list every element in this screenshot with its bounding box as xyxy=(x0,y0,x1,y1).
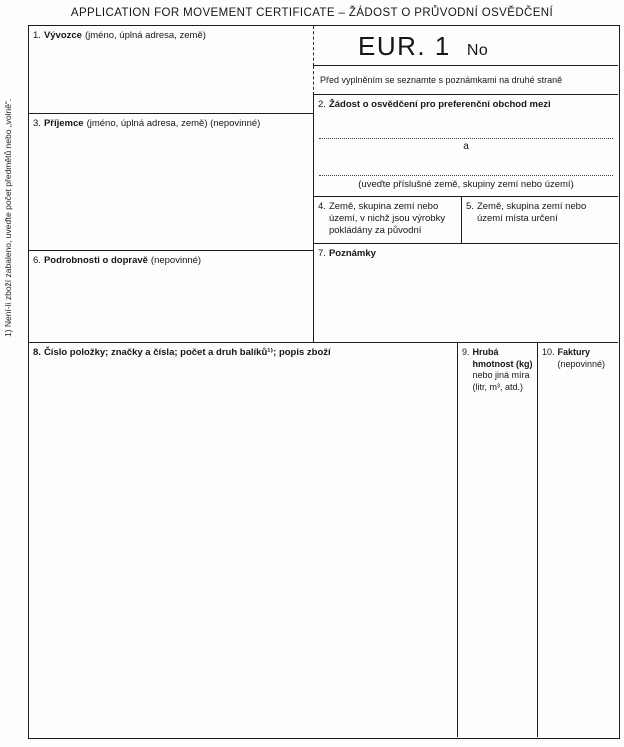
box-10-number: 10. xyxy=(542,347,555,357)
box-3-detail: (jméno, úplná adresa, země) (nepovinné) xyxy=(86,118,261,129)
box-8-keyword: Číslo položky; značky a čísla; počet a druh balíků¹⁾; popis zboží xyxy=(43,347,331,358)
box-8-number: 8. xyxy=(33,347,41,358)
box-1-label xyxy=(29,26,313,42)
box-2-dotted-line-1 xyxy=(319,138,613,139)
box-6-transport-field xyxy=(29,251,313,343)
box-10-text xyxy=(558,347,614,370)
box-9-keyword: Hrubá hmotnost (kg) xyxy=(472,347,533,369)
box-10-label xyxy=(538,343,618,370)
box-6-keyword: Podrobnosti o dopravě xyxy=(43,255,148,266)
box-8-label xyxy=(29,343,457,359)
box-3-label xyxy=(29,114,313,130)
eur1-code: EUR. 1 xyxy=(358,31,451,61)
box-2-connector: a xyxy=(463,141,469,152)
form-title: APPLICATION FOR MOVEMENT CERTIFICATE – ŽÁDOST O PRŮVODNÍ OSVĚDČENÍ xyxy=(70,7,554,19)
eur1-header-box xyxy=(313,26,618,66)
box-1-number: 1. xyxy=(33,30,41,41)
box-9-detail: nebo jiná míra (litr, m³, atd.) xyxy=(472,370,530,392)
box-7-label xyxy=(314,244,618,260)
eur1-application-form xyxy=(28,25,620,739)
box-10-keyword: Faktury xyxy=(557,347,591,357)
box-5-label xyxy=(462,197,618,225)
box-7-keyword: Poznámky xyxy=(328,248,376,259)
box-4-origin-country-field xyxy=(313,197,461,244)
box-9-number: 9. xyxy=(462,347,470,357)
box-4-text: Země, skupina zemí nebo území, v nichž jsou výrobky pokládány za původní xyxy=(328,201,446,237)
eur1-no-label: No xyxy=(466,42,489,59)
box-1-text xyxy=(44,30,309,42)
box-7-remarks-field xyxy=(313,244,618,343)
box-9-gross-mass-field xyxy=(457,343,537,737)
notice-strip xyxy=(313,66,618,95)
box-1-exporter-field xyxy=(29,26,313,114)
box-3-consignee-field xyxy=(29,114,313,251)
box-1-detail: (jméno, úplná adresa, země) xyxy=(84,30,206,41)
box-6-label xyxy=(29,251,313,267)
box-3-keyword: Příjemce xyxy=(43,118,84,129)
box-9-text xyxy=(473,347,533,393)
box-2-keyword: Žádost o osvědčení pro preferenční obchod mezi xyxy=(328,99,551,110)
box-2-hint: (uveďte příslušné země, skupiny zemí nebo území) xyxy=(358,179,574,190)
box-4-label xyxy=(314,197,461,237)
notice-text: Před vyplněním se seznamte s poznámkami na druhé straně xyxy=(320,75,563,85)
box-5-text: Země, skupina zemí nebo území místa určení xyxy=(476,201,587,225)
box-2-label xyxy=(314,95,618,111)
box-7-text xyxy=(329,248,614,260)
eur1-title xyxy=(314,26,618,62)
box-4-number: 4. xyxy=(318,201,326,212)
box-7-number: 7. xyxy=(318,248,326,259)
box-6-detail: (nepovinné) xyxy=(150,255,202,266)
box-5-number: 5. xyxy=(466,201,474,212)
side-footnote: 1) Není-li zboží zabaleno, uveďte počet předmětů nebo „volně“. xyxy=(3,98,13,337)
box-1-keyword: Vývozce xyxy=(43,30,82,41)
box-2-number: 2. xyxy=(318,99,326,110)
box-2-dotted-line-2 xyxy=(319,175,613,176)
box-8-goods-description-field xyxy=(29,343,457,737)
box-3-text xyxy=(44,118,309,130)
box-2-text xyxy=(329,99,614,111)
box-9-label xyxy=(458,343,537,393)
box-6-number: 6. xyxy=(33,255,41,266)
box-10-invoices-field xyxy=(537,343,618,737)
box-3-number: 3. xyxy=(33,118,41,129)
box-2-preferential-trade-field xyxy=(313,95,618,197)
box-5-destination-country-field xyxy=(461,197,618,244)
box-10-detail: (nepovinné) xyxy=(557,358,606,369)
box-8-text xyxy=(44,347,453,359)
box-6-text xyxy=(44,255,309,267)
